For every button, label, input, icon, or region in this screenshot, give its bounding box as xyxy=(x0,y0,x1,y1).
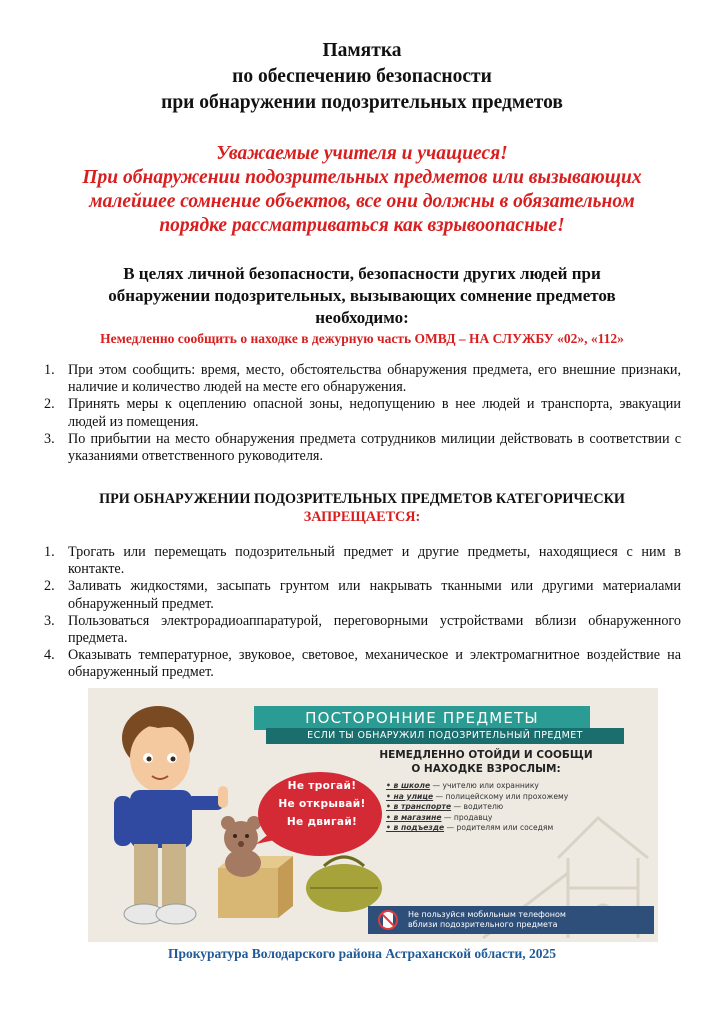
forbid-line-2: ЗАПРЕЩАЕТСЯ: xyxy=(303,509,421,525)
poster-heading-line-1: НЕМЕДЛЕННО ОТОЙДИ И СООБЩИ xyxy=(379,749,593,761)
bubble-line-3: Не двигай! xyxy=(286,816,358,828)
appeal-line-4: порядке рассматриваться как взрывоопасные! xyxy=(159,215,565,236)
item-text: — водителю xyxy=(451,802,504,812)
bag-icon xyxy=(306,857,382,912)
list-item xyxy=(386,813,656,824)
title-line-2: по обеспечению безопасности xyxy=(232,66,492,87)
list-item xyxy=(386,792,656,803)
list-item xyxy=(44,396,681,430)
list-item-number: 4. xyxy=(44,647,55,664)
teddy-bear-icon xyxy=(221,816,261,877)
item-label: • на улице xyxy=(386,792,433,801)
forbid-line-1: ПРИ ОБНАРУЖЕНИИ ПОДОЗРИТЕЛЬНЫХ ПРЕДМЕТОВ КАТЕГОРИЧЕСКИ xyxy=(99,491,625,507)
poster-heading xyxy=(368,748,604,776)
phone-warning-text xyxy=(408,910,648,930)
list-item-text: Принять меры к оцеплению опасной зоны, недопущению в нее людей и транспорта, эвакуации людей из помещения. xyxy=(68,396,681,430)
list-item-number: 2. xyxy=(44,578,55,595)
list-item-number: 1. xyxy=(44,362,55,378)
item-text: — полицейскому или прохожему xyxy=(433,791,569,801)
list-item-number: 2. xyxy=(44,396,55,413)
item-text: — продавцу xyxy=(441,812,493,822)
item-label: • в транспорте xyxy=(386,802,451,811)
list-item xyxy=(44,431,681,465)
poster-header: ПОСТОРОННИЕ ПРЕДМЕТЫ xyxy=(254,706,590,730)
purpose-line-3: необходимо: xyxy=(315,308,409,327)
poster-items xyxy=(386,781,656,834)
title-line-1: Памятка xyxy=(322,40,402,61)
appeal-line-3: малейшее сомнение объектов, все они должны в обязательном xyxy=(89,191,635,212)
purpose-line-2: обнаружении подозрительных, вызывающих сомнение предметов xyxy=(108,286,616,305)
list-item-number: 1. xyxy=(44,544,55,560)
item-label: • в магазине xyxy=(386,813,442,822)
phone-warning-line-2: вблизи подозрительного предмета xyxy=(408,920,558,929)
bubble-line-1: Не трогай! xyxy=(287,780,357,792)
list-item xyxy=(44,647,681,681)
appeal-line-2: При обнаружении подозрительных предметов или вызывающих xyxy=(82,167,642,188)
poster-heading-line-2: О НАХОДКЕ ВЗРОСЛЫМ: xyxy=(411,763,561,775)
poster-subheader: ЕСЛИ ТЫ ОБНАРУЖИЛ ПОДОЗРИТЕЛЬНЫЙ ПРЕДМЕТ xyxy=(266,728,624,744)
phone-warning-line-1: Не пользуйся мобильным телефоном xyxy=(408,910,566,919)
notify-instruction: Немедленно сообщить о находке в дежурную часть ОМВД – НА СЛУЖБУ «02», «112» xyxy=(100,331,624,346)
purpose-line-1: В целях личной безопасности, безопасности других людей при xyxy=(123,264,601,283)
item-text: — родителям или соседям xyxy=(444,823,554,833)
list-item xyxy=(386,781,656,792)
title-line-3: при обнаружении подозрительных предметов xyxy=(161,92,563,113)
prohibitions-list xyxy=(44,544,681,682)
purpose-block xyxy=(50,263,674,329)
list-item-text: При этом сообщить: время, место, обстоятельства обнаружения предмета, его внешние признаки, наличие и количество людей на месте его обнаружения. xyxy=(68,362,681,396)
list-item xyxy=(386,802,656,813)
item-label: • в школе xyxy=(386,781,430,790)
memo-title xyxy=(0,38,724,116)
appeal-block xyxy=(40,142,684,238)
bubble-text xyxy=(258,774,382,854)
list-item xyxy=(386,823,656,834)
list-item-text: Оказывать температурное, звуковое, световое, механическое и электромагнитное воздействие на обнаруженный предмет. xyxy=(68,647,681,681)
appeal-line-1: Уважаемые учителя и учащиеся! xyxy=(216,143,508,164)
boy-illustration xyxy=(114,706,228,924)
footer-credit: Прокуратура Володарского района Астраханской области, 2025 xyxy=(167,946,557,961)
list-item xyxy=(44,613,681,647)
list-item xyxy=(44,544,681,578)
list-item-text: Заливать жидкостями, засыпать грунтом или накрывать тканными или другими материалами обнаруженный предмет. xyxy=(68,578,681,612)
list-item-number: 3. xyxy=(44,612,55,629)
list-item-number: 3. xyxy=(44,430,55,447)
list-item xyxy=(44,578,681,612)
forbid-heading xyxy=(40,490,684,526)
bubble-line-2: Не открывай! xyxy=(278,798,366,810)
list-item-text: Пользоваться электрорадиоаппаратурой, переговорными устройствами вблизи обнаруженного предмета. xyxy=(68,612,681,647)
list-item-text: Трогать или перемещать подозрительный предмет и другие предметы, находящиеся с ним в контакте. xyxy=(68,544,681,578)
item-text: — учителю или охраннику xyxy=(430,781,539,790)
no-phone-icon xyxy=(378,910,398,930)
safety-poster xyxy=(88,688,658,942)
phone-warning xyxy=(368,906,654,934)
steps-list xyxy=(44,362,681,465)
list-item-text: По прибытии на место обнаружения предмета сотрудников милиции действовать в соответствии с указаниями ответственного руководителя. xyxy=(68,430,681,465)
list-item xyxy=(44,362,681,396)
item-label: • в подъезде xyxy=(386,823,444,832)
